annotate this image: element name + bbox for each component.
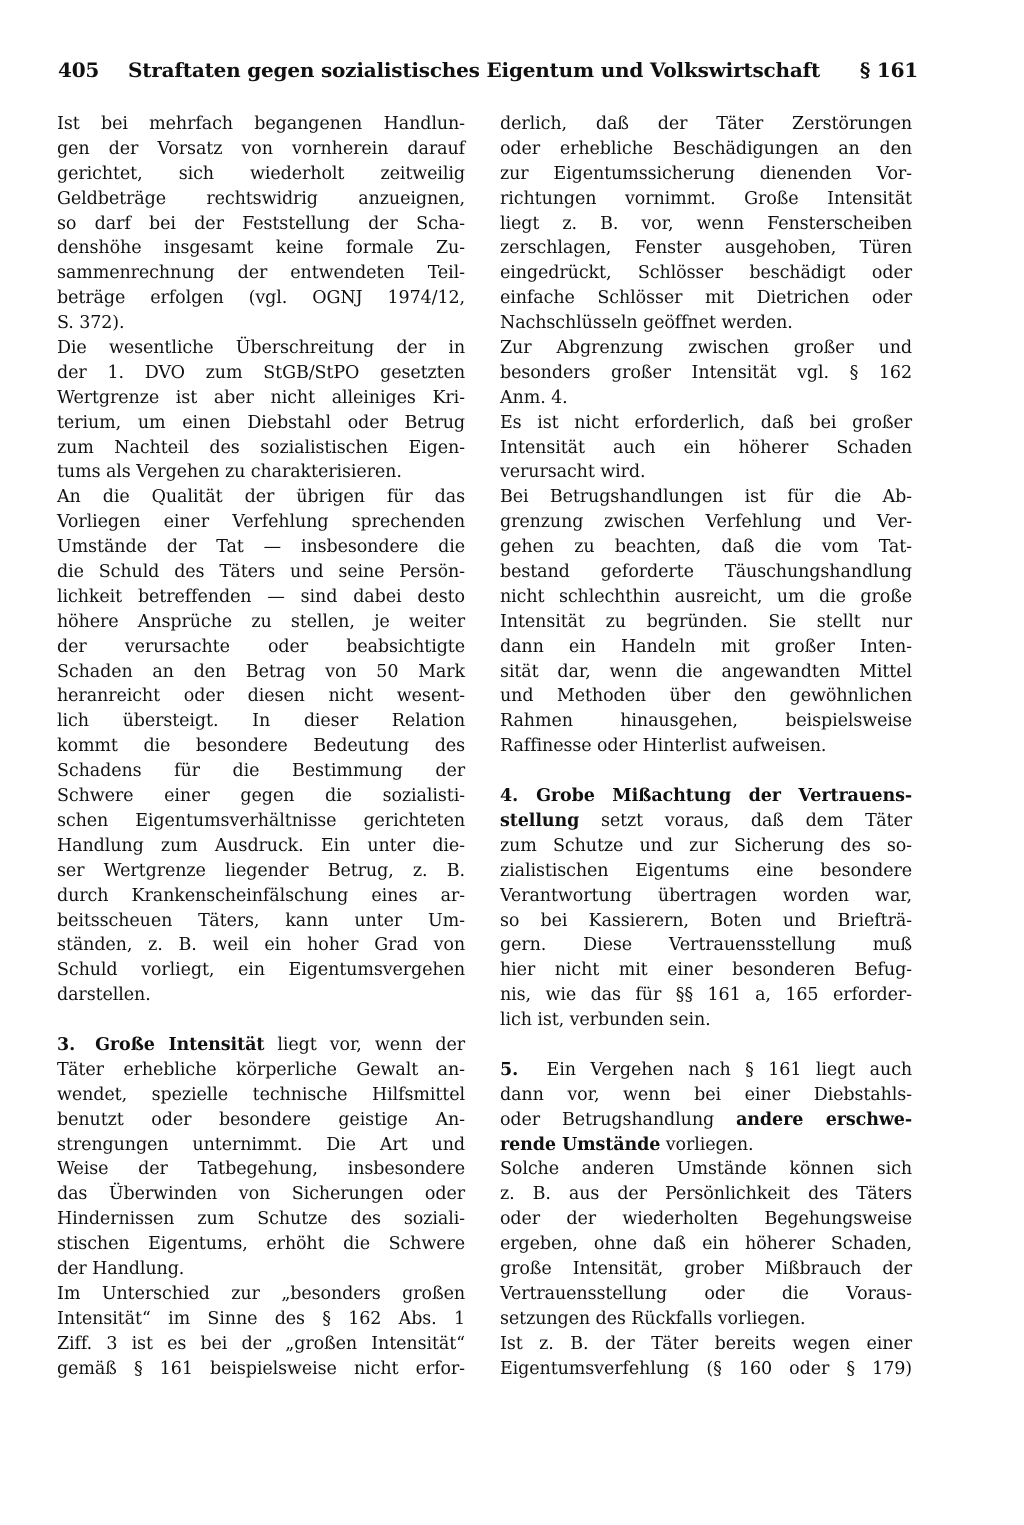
- text-line: eingedrückt, Schlösser beschädigt oder: [500, 263, 912, 284]
- text-line: zerschlagen, Fenster ausgehoben, Türen: [500, 238, 912, 259]
- text-line: Schaden an den Betrag von 50 Mark: [57, 661, 465, 682]
- section-4-term-b: stellung: [500, 810, 580, 831]
- text-line: gehen zu beachten, daß die vom Tat-: [500, 537, 912, 558]
- text-line: zum Nachteil des sozialistischen Eigen-: [57, 437, 465, 458]
- section-5-line-4: rende Umstände vorliegen.: [500, 1134, 754, 1155]
- right-paragraph-1: [500, 112, 912, 336]
- text-line: richtungen vornimmt. Große Intensität: [500, 188, 912, 209]
- section-3-body: [57, 1058, 465, 1282]
- text-line: Geldbeträge rechtswidrig anzueignen,: [57, 188, 465, 209]
- text-line: kommt die besondere Bedeutung des: [57, 736, 465, 757]
- section-4-term-a: Grobe Mißachtung der Vertrauens-: [536, 786, 912, 807]
- text-line: stischen Eigentums, erhöht die Schwere: [57, 1234, 465, 1255]
- section-3-term: Große Intensität: [95, 1034, 265, 1055]
- text-line: lich ist, verbunden sein.: [500, 1010, 711, 1031]
- text-line: und Methoden über den gewöhnlichen: [500, 686, 912, 707]
- section-4-number: 4.: [500, 786, 519, 807]
- text-line: Vorliegen einer Verfehlung sprechenden: [57, 512, 465, 533]
- text-line: durch Krankenscheinfälschung eines ar-: [57, 885, 465, 906]
- text-line: gen der Vorsatz von vornherein darauf: [57, 138, 465, 159]
- text-line: gemäß § 161 beispielsweise nicht erfor-: [57, 1358, 465, 1379]
- header-section: § 161: [859, 58, 918, 82]
- text-line: oder erhebliche Beschädigungen an den: [500, 138, 912, 159]
- text-line: Raffinesse oder Hinterlist aufweisen.: [500, 736, 827, 757]
- text-line: besonders großer Intensität vgl. § 162: [500, 362, 912, 383]
- right-paragraph-3: [500, 411, 912, 486]
- text-line: setzungen des Rückfalls vorliegen.: [500, 1308, 806, 1329]
- text-line: Weise der Tatbegehung, insbesondere: [57, 1159, 465, 1180]
- text-line: sität dar, wenn die angewandten Mittel: [500, 661, 912, 682]
- text-line: Nachschlüsseln geöffnet werden.: [500, 313, 793, 334]
- text-line: verursacht wird.: [500, 462, 646, 483]
- text-line: Es ist nicht erforderlich, daß bei großer: [500, 412, 912, 433]
- header-title: Straftaten gegen sozialistisches Eigentum und Volkswirtschaft: [128, 58, 821, 82]
- text-line: Hindernissen zum Schutze des soziali-: [57, 1209, 465, 1230]
- page-number: 405: [58, 58, 100, 82]
- text-line: zialistischen Eigentums eine besondere: [500, 860, 912, 881]
- text-line: so darf bei der Feststellung der Scha-: [57, 213, 465, 234]
- text-line: höhere Ansprüche zu stellen, je weiter: [57, 611, 465, 632]
- text-line: lich übersteigt. In dieser Relation: [57, 711, 465, 732]
- running-header: [58, 58, 918, 92]
- text-line: einfache Schlösser mit Dietrichen oder: [500, 288, 912, 309]
- text-line: dann ein Handeln mit großer Inten-: [500, 636, 912, 657]
- left-paragraph-2: [57, 336, 465, 485]
- text-line: heranreicht oder diesen nicht wesent-: [57, 686, 465, 707]
- section-4-body: [500, 834, 912, 1033]
- text-line: terium, um einen Diebstahl oder Betrug: [57, 412, 465, 433]
- text-line: nis, wie das für §§ 161 a, 165 erforder-: [500, 985, 912, 1006]
- left-paragraph-5: [57, 1282, 465, 1382]
- text-line: der 1. DVO zum StGB/StPO gesetzten: [57, 362, 465, 383]
- left-column: [57, 112, 465, 1381]
- section-5-term-a: andere erschwe-: [736, 1109, 912, 1130]
- right-paragraph-8: [500, 1332, 912, 1382]
- text-line: Täter erhebliche körperliche Gewalt an-: [57, 1059, 465, 1080]
- text-line: derlich, daß der Täter Zerstörungen: [500, 114, 912, 134]
- text-line: Zur Abgrenzung zwischen großer und: [500, 338, 912, 359]
- left-paragraph-1: [57, 112, 465, 336]
- section-4-second-line: stellung setzt voraus, daß dem Täter: [500, 810, 912, 831]
- text-line: Schwere einer gegen die sozialisti-: [57, 786, 465, 807]
- text-line: ständen, z. B. weil ein hoher Grad von: [57, 935, 465, 956]
- section-5-term-b: rende Umstände: [500, 1134, 661, 1155]
- text-line: Solche anderen Umstände können sich: [500, 1159, 912, 1180]
- text-line: oder der wiederholten Begehungsweise: [500, 1209, 912, 1230]
- text-line: denshöhe insgesamt keine formale Zu-: [57, 238, 465, 259]
- text-line: Anm. 4.: [500, 387, 568, 408]
- section-5-number: 5.: [500, 1059, 519, 1080]
- section-5: [500, 1058, 912, 1158]
- text-line: Handlung zum Ausdruck. Ein unter die-: [57, 835, 465, 856]
- spacer: [57, 1008, 465, 1033]
- text-line: Die wesentliche Überschreitung der in: [57, 338, 465, 359]
- text-line: Verantwortung übertragen worden war,: [500, 885, 912, 906]
- text-line: zur Eigentumssicherung dienenden Vor-: [500, 163, 912, 184]
- right-paragraph-7: [500, 1157, 912, 1331]
- text-line: Eigentumsverfehlung (§ 160 oder § 179): [500, 1358, 912, 1379]
- right-column: [500, 112, 912, 1381]
- text-line: beitsscheuen Täters, kann unter Um-: [57, 910, 465, 931]
- text-line: tums als Vergehen zu charakterisieren.: [57, 462, 402, 483]
- text-line: ser Wertgrenze liegender Betrug, z. B.: [57, 860, 465, 881]
- text-line: so bei Kassierern, Boten und Briefträ-: [500, 910, 912, 931]
- section-3-first-line: 3. Große Intensität liegt vor, wenn der: [57, 1034, 465, 1055]
- text-line: die Schuld des Täters und seine Persön-: [57, 562, 465, 583]
- text-line: Umstände der Tat — insbesondere die: [57, 537, 465, 558]
- text-line: Intensität“ im Sinne des § 162 Abs. 1: [57, 1308, 465, 1329]
- text-line: Ist bei mehrfach begangenen Handlun-: [57, 114, 465, 134]
- text-line: grenzung zwischen Verfehlung und Ver-: [500, 512, 912, 533]
- text-line: Ist z. B. der Täter bereits wegen einer: [500, 1333, 912, 1354]
- text-line: nicht schlechthin ausreicht, um die große: [500, 586, 912, 607]
- text-line: An die Qualität der übrigen für das: [57, 487, 465, 508]
- text-line: bestand geforderte Täuschungshandlung: [500, 562, 912, 583]
- text-line: Intensität zu begründen. Sie stellt nur: [500, 611, 912, 632]
- text-line: schen Eigentumsverhältnisse gerichteten: [57, 810, 465, 831]
- section-5-line-2: dann vor, wenn bei einer Diebstahls-: [500, 1084, 912, 1105]
- text-line: Wertgrenze ist aber nicht alleiniges Kri-: [57, 387, 465, 408]
- text-line: der verursachte oder beabsichtigte: [57, 636, 465, 657]
- text-line: Schuld vorliegt, ein Eigentumsvergehen: [57, 960, 465, 981]
- right-paragraph-4: [500, 485, 912, 759]
- section-5-first-line: 5. Ein Vergehen nach § 161 liegt auch: [500, 1059, 912, 1080]
- spacer: [500, 1033, 912, 1058]
- text-line: hier nicht mit einer besonderen Befug-: [500, 960, 912, 981]
- text-line: der Handlung.: [57, 1258, 185, 1279]
- text-line: Ziff. 3 ist es bei der „großen Intensität“: [57, 1333, 465, 1354]
- text-line: das Überwinden von Sicherungen oder: [57, 1184, 465, 1205]
- text-line: gern. Diese Vertrauensstellung muß: [500, 935, 912, 956]
- right-paragraph-2: [500, 336, 912, 411]
- text-line: ergeben, ohne daß ein höherer Schaden,: [500, 1234, 912, 1255]
- section-4-first-line: [500, 784, 912, 809]
- text-line: Vertrauensstellung oder die Voraus-: [500, 1283, 912, 1304]
- text-line: liegt z. B. vor, wenn Fensterscheiben: [500, 213, 912, 234]
- text-line: wendet, spezielle technische Hilfsmittel: [57, 1084, 465, 1105]
- text-line: lichkeit betreffenden — sind dabei desto: [57, 586, 465, 607]
- text-line: große Intensität, grober Mißbrauch der: [500, 1258, 912, 1279]
- text-line: Intensität auch ein höherer Schaden: [500, 437, 912, 458]
- text-line: Schadens für die Bestimmung der: [57, 761, 465, 782]
- text-line: Im Unterschied zur „besonders großen: [57, 1283, 465, 1304]
- text-line: strengungen unternimmt. Die Art und: [57, 1134, 465, 1155]
- left-paragraph-3: [57, 485, 465, 1008]
- section-4: [500, 784, 912, 1033]
- text-line: Bei Betrugshandlungen ist für die Ab-: [500, 487, 912, 508]
- text-line: zum Schutze und zur Sicherung des so-: [500, 835, 912, 856]
- text-line: gerichtet, sich wiederholt zeitweilig: [57, 163, 465, 184]
- text-line: S. 372).: [57, 313, 125, 334]
- text-line: benutzt oder besondere geistige An-: [57, 1109, 465, 1130]
- section-3-number: 3.: [57, 1034, 76, 1055]
- section-5-line-3: oder Betrugshandlung andere erschwe-: [500, 1109, 912, 1130]
- text-line: z. B. aus der Persönlichkeit des Täters: [500, 1184, 912, 1205]
- section-3: [57, 1033, 465, 1282]
- text-line: darstellen.: [57, 985, 151, 1006]
- text-line: Rahmen hinausgehen, beispielsweise: [500, 711, 912, 732]
- spacer: [500, 759, 912, 784]
- text-line: sammenrechnung der entwendeten Teil-: [57, 263, 465, 284]
- text-line: beträge erfolgen (vgl. OGNJ 1974/12,: [57, 288, 465, 309]
